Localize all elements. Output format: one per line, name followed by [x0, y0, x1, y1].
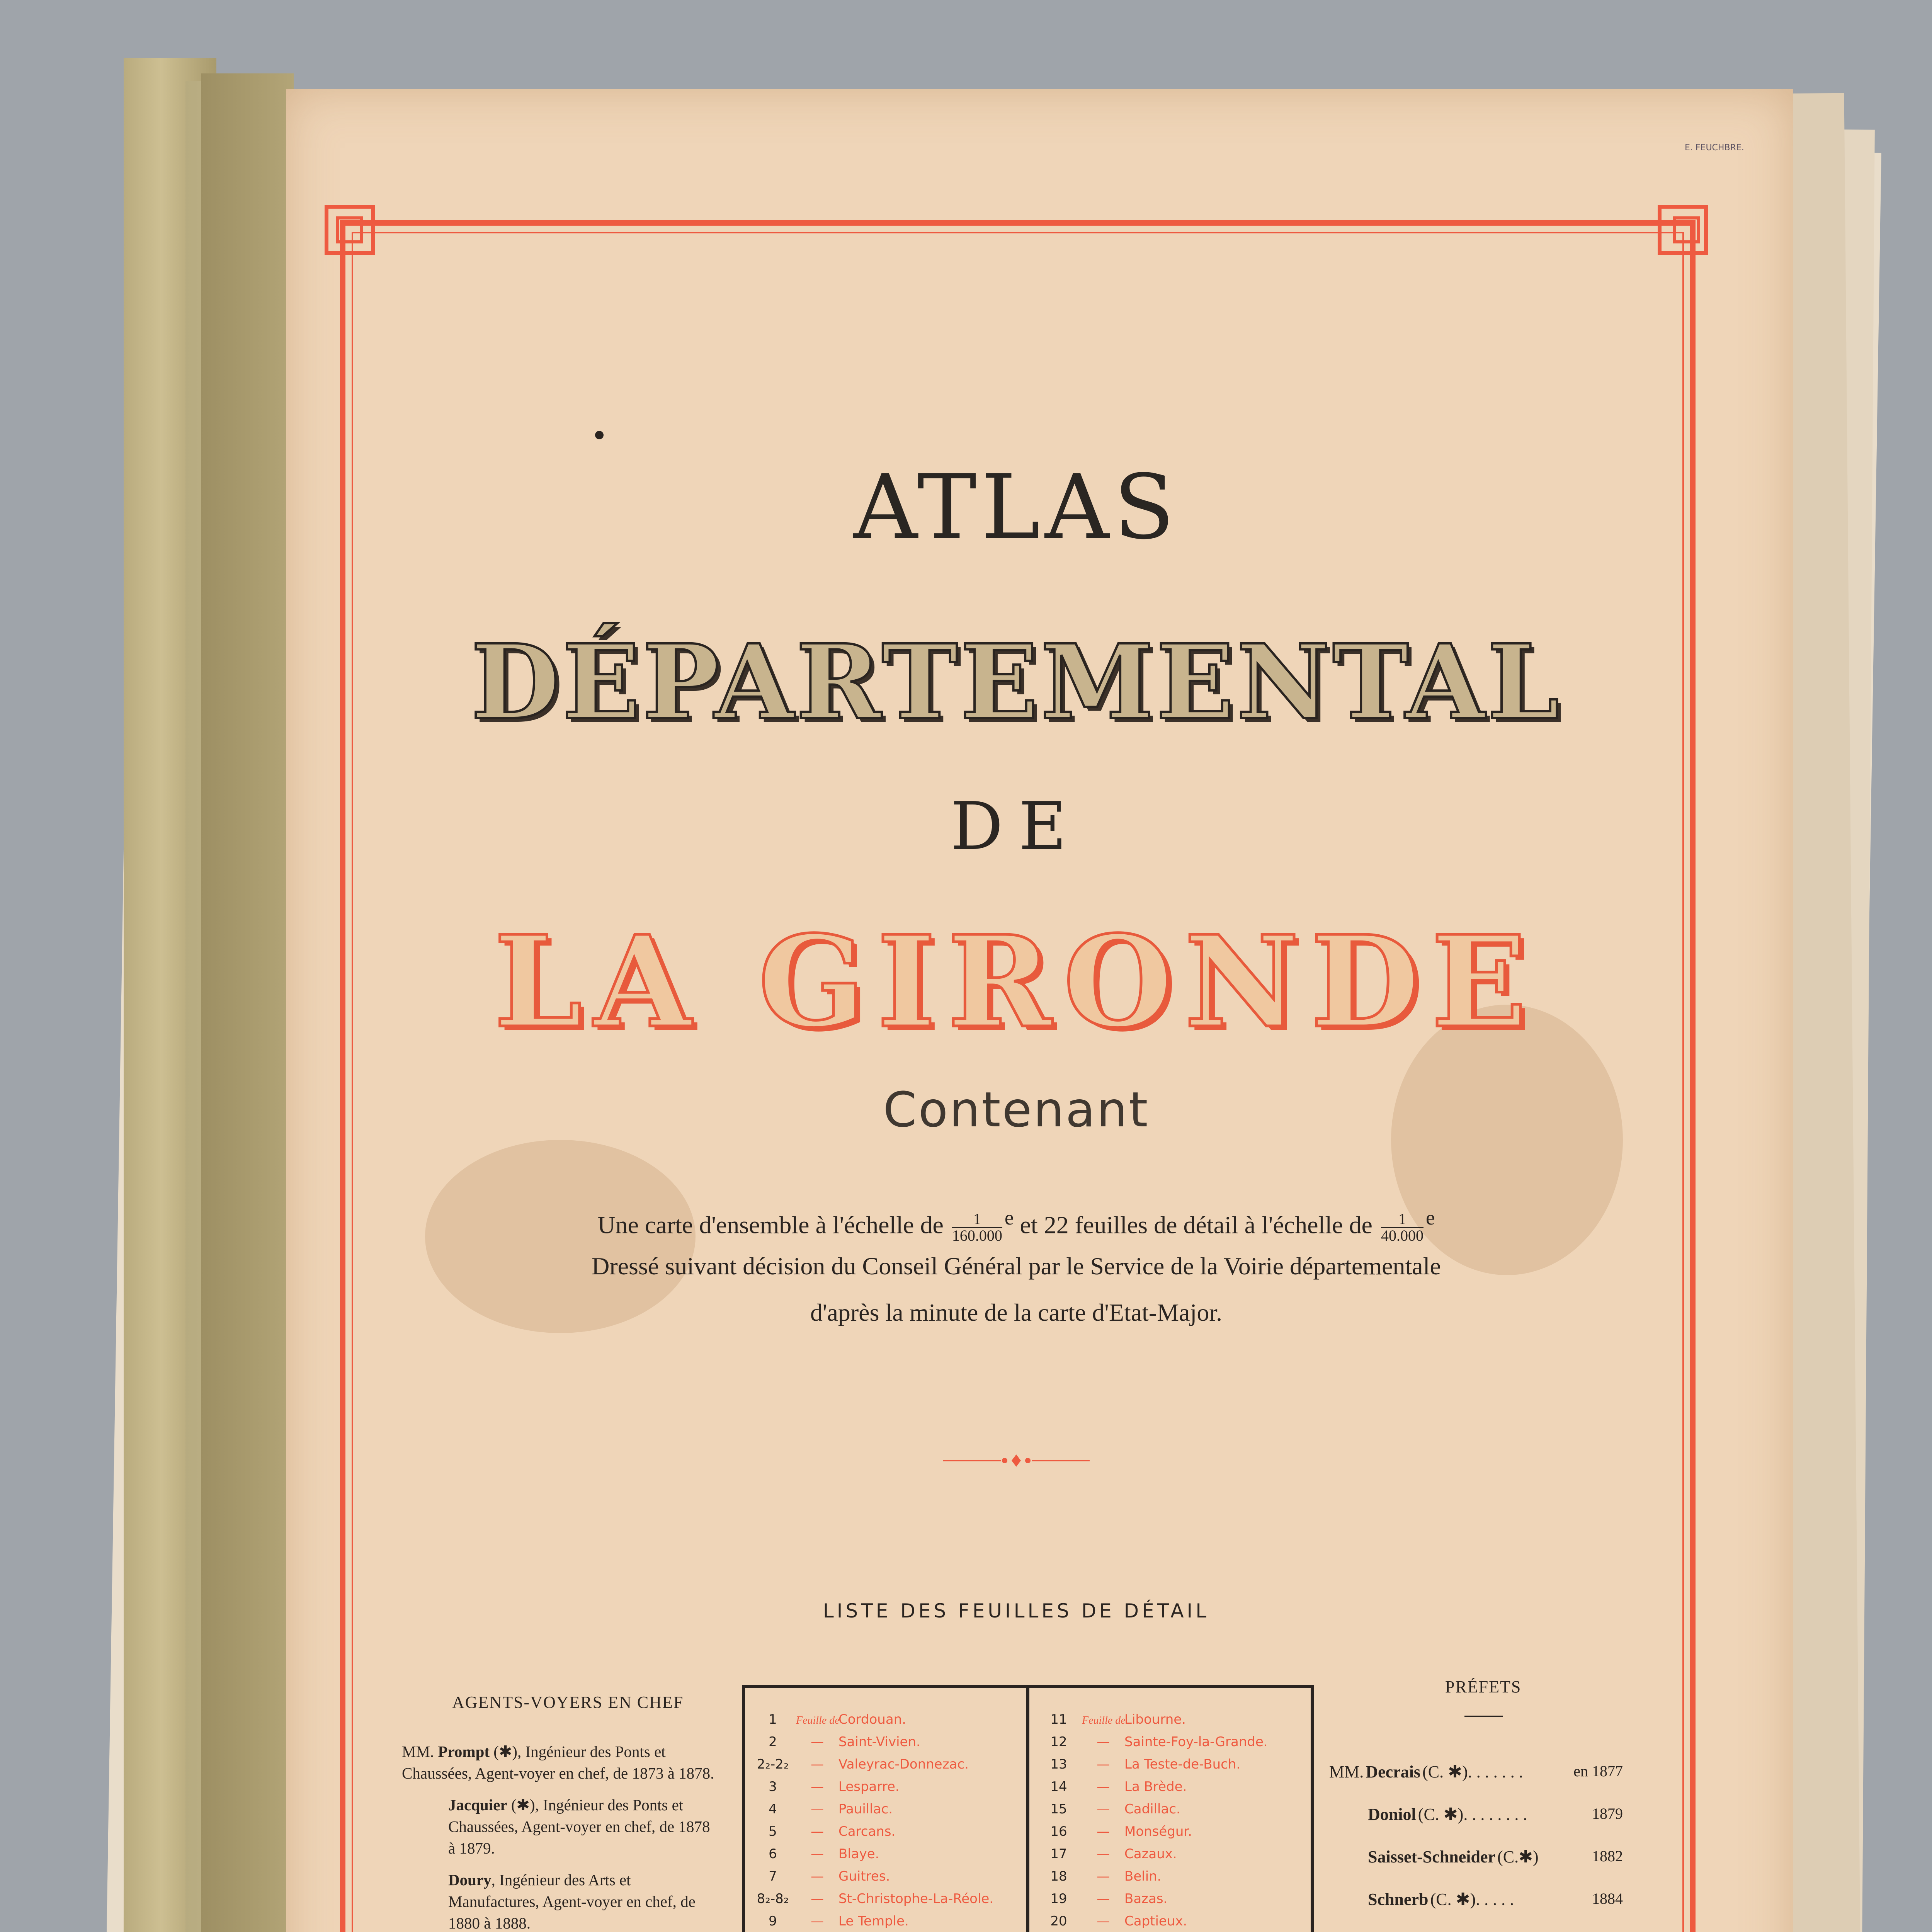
table-row: 4 — Pauillac. [769, 1801, 893, 1817]
description-line-1: Une carte d'ensemble à l'échelle de $\frac{1}{160.000}$ $^e$ et 22 feuilles de détail à l'échelle de $\frac{1}{40.000}$ $^e$ [597, 1206, 1435, 1245]
agent-entry: Jacquier (✱), Ingénieur des Ponts et Chaussées, Agent-voyer en chef, de 1878 à 1879. [448, 1796, 710, 1857]
table-row: 19 — Bazas. [1050, 1891, 1168, 1906]
table-row: 1 Feuille deCordouan. [769, 1712, 906, 1727]
table-row: 9 — Le Temple. [769, 1913, 909, 1929]
table-row: 2 — Saint-Vivien. [769, 1734, 920, 1750]
table-row: 3 — Lesparre. [769, 1779, 900, 1794]
table-row: 2₂-2₂ — Valeyrac-Donnezac. [757, 1757, 969, 1772]
scale-fraction-2: $\frac{1}{40.000}$ [1381, 1210, 1423, 1245]
table-row: 16 — Monségur. [1050, 1824, 1192, 1839]
description-line-2: Dressé suivant décision du Conseil Général par le Service de la Voirie départementale [592, 1252, 1441, 1280]
agents-heading: AGENTS-VOYERS EN CHEF [452, 1693, 684, 1712]
table-row: 11 Feuille deLibourne. [1050, 1712, 1186, 1727]
table-row: 13 — La Teste-de-Buch. [1050, 1757, 1241, 1772]
table-row: 8₂-8₂ — St-Christophe-La-Réole. [757, 1891, 994, 1906]
table-row: 15 — Cadillac. [1050, 1801, 1180, 1817]
agent-entry: MM. Prompt (✱), Ingénieur des Ponts et Chaussées, Agent-voyer en chef, de 1873 à 1878. [402, 1743, 714, 1782]
table-row: 6 — Blaye. [769, 1846, 879, 1862]
atlas-spine-inner [201, 73, 294, 1932]
description-line-3: d'après la minute de la carte d'Etat-Major. [810, 1299, 1223, 1326]
corner-ornament [336, 216, 363, 243]
prefets-rule [1464, 1716, 1503, 1717]
table-row: 17 — Cazaux. [1050, 1846, 1177, 1862]
table-row: 7 — Guitres. [769, 1869, 890, 1884]
title-departemental: DÉPARTEMENTAL [471, 622, 1562, 742]
prefet-entry: MM. Decrais (C. ✱). . . . . . . en 1877 [1329, 1762, 1623, 1781]
divider-ornament [943, 1453, 1090, 1468]
agent-entry: Doury, Ingénieur des Arts et Manufactures, Agent-voyer en chef, de 1880 à 1888. [448, 1871, 696, 1932]
prefets-heading: PRÉFETS [1445, 1677, 1522, 1696]
table-row: 20 — Captieux. [1050, 1913, 1187, 1929]
table-row: 5 — Carcans. [769, 1824, 896, 1839]
table-row: 14 — La Brède. [1050, 1779, 1187, 1794]
liste-title: LISTE DES FEUILLES DE DÉTAIL [823, 1600, 1210, 1622]
scale-fraction-1: $\frac{1}{160.000}$ [952, 1210, 1002, 1245]
title-contenant: Contenant [883, 1082, 1150, 1138]
table-divider [1026, 1688, 1029, 1932]
title-de: DE [950, 788, 1082, 865]
prefet-entry: Saisset-Schneider (C.✱) 1882 [1368, 1847, 1623, 1866]
corner-ornament [1673, 216, 1700, 243]
table-row: 18 — Belin. [1050, 1869, 1162, 1884]
prefet-entry: Schnerb (C. ✱). . . . . 1884 [1368, 1890, 1623, 1909]
agents-list [402, 1741, 719, 1932]
corner-stamp: E. FEUCHBRE. [1685, 143, 1744, 153]
title-la-gironde: LA GIRONDE [494, 908, 1539, 1056]
ink-dot [595, 431, 604, 439]
title-atlas: ATLAS [853, 456, 1179, 559]
prefet-entry: Doniol (C. ✱). . . . . . . . 1879 [1368, 1805, 1623, 1824]
table-row: 12 — Sainte-Foy-la-Grande. [1050, 1734, 1268, 1750]
